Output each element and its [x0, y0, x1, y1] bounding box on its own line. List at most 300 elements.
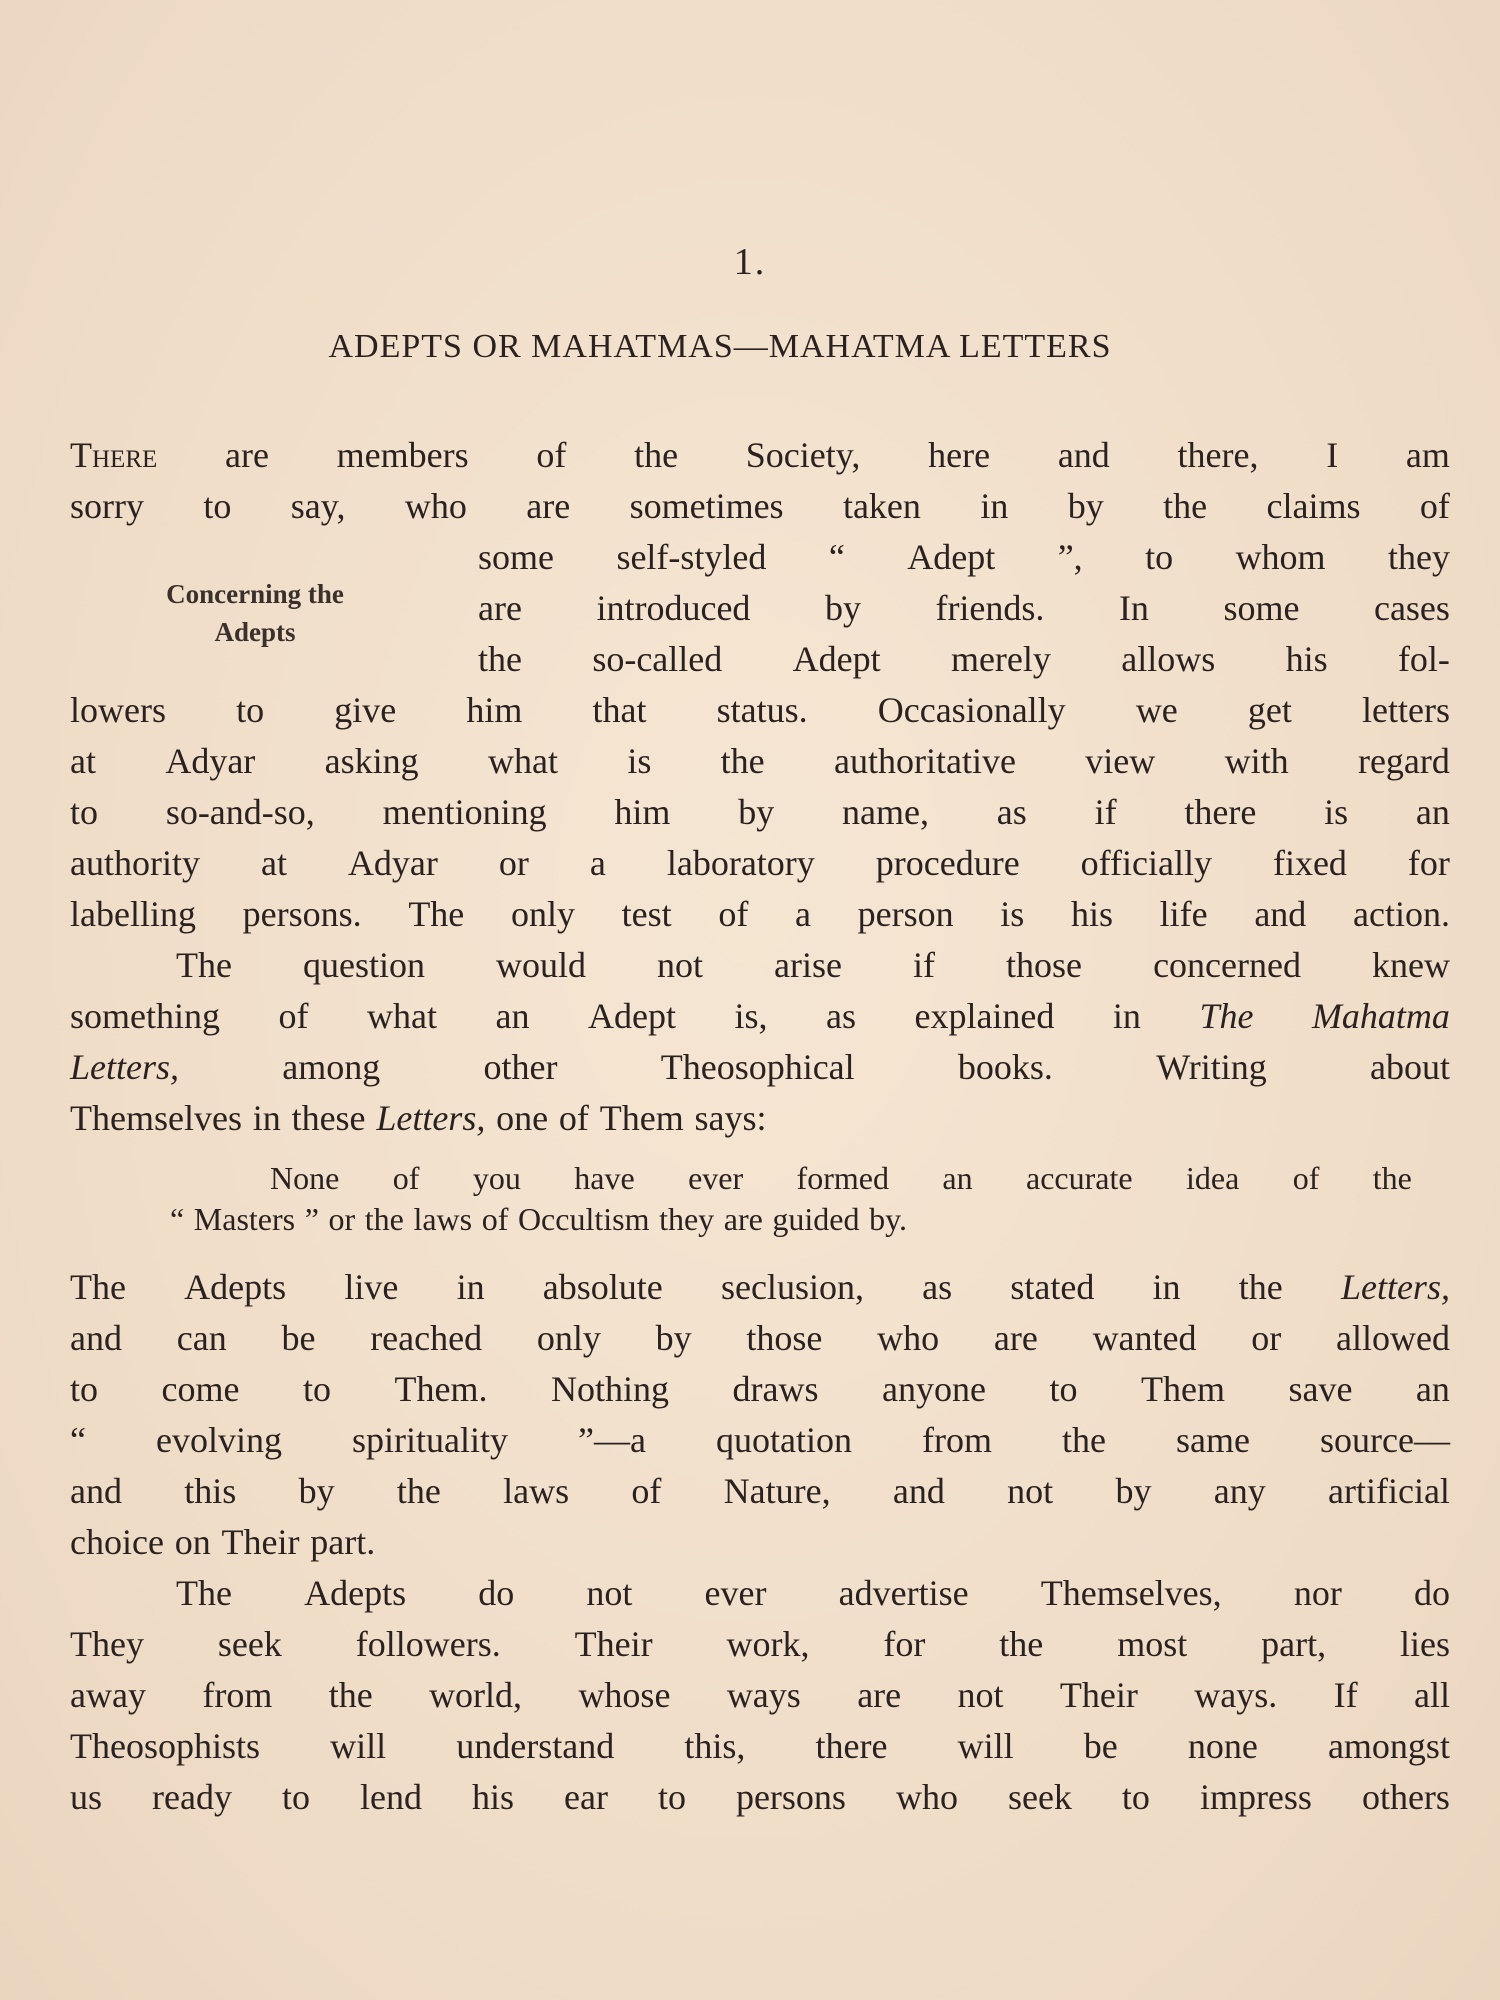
word: who [404, 486, 467, 526]
word: will [330, 1726, 387, 1766]
word: draws [732, 1369, 819, 1409]
word: who [895, 1777, 958, 1817]
word: to [1121, 1777, 1150, 1817]
word: the [1062, 1420, 1106, 1460]
word: the [1238, 1267, 1283, 1307]
word: self-styled [616, 537, 767, 577]
word: Mahatma [1311, 996, 1450, 1036]
word: in [980, 486, 1009, 526]
word: they [659, 1201, 715, 1237]
word: same [1176, 1420, 1250, 1460]
word: Themselves [70, 1098, 242, 1138]
text-line [70, 430, 1450, 481]
word: seek [217, 1624, 282, 1664]
word: us [70, 1777, 103, 1817]
word: persons [735, 1777, 846, 1817]
word: here [928, 435, 991, 475]
body-text-bottom [70, 1262, 1450, 1823]
word: Masters [193, 1201, 296, 1237]
word: procedure [875, 843, 1020, 883]
word: by [1067, 486, 1104, 526]
word: guided [772, 1201, 860, 1237]
word: and [70, 1318, 122, 1358]
word: by [655, 1318, 692, 1358]
word: by. [869, 1201, 908, 1237]
word: authoritative [834, 741, 1016, 781]
word: and [892, 1471, 945, 1511]
word: what [487, 741, 558, 781]
word: do [478, 1573, 515, 1613]
word: by [1115, 1471, 1152, 1511]
word: these [291, 1098, 366, 1138]
word: The [176, 1573, 232, 1613]
word: Society, [745, 435, 861, 475]
word: are [224, 435, 269, 475]
word: in [252, 1098, 281, 1138]
word: the [328, 1675, 373, 1715]
word: by [738, 792, 775, 832]
word: to [1145, 537, 1174, 577]
word: and [1254, 894, 1307, 934]
word: Adept [792, 639, 881, 679]
word: other [483, 1047, 558, 1087]
word: not [1007, 1471, 1054, 1511]
word: to [203, 486, 232, 526]
word: away [70, 1675, 146, 1715]
word: They [70, 1624, 144, 1664]
word: concerned [1153, 945, 1301, 985]
word: status. [716, 690, 808, 730]
word: are [526, 486, 571, 526]
text-line [70, 1042, 1450, 1093]
word: some [1223, 588, 1300, 628]
text-line [70, 685, 1450, 736]
word: so-called [592, 639, 723, 679]
word: live [344, 1267, 399, 1307]
word: to [70, 792, 99, 832]
word: only [510, 894, 575, 934]
word: Nothing [550, 1369, 669, 1409]
word: a [589, 843, 606, 883]
text-line [70, 889, 1450, 940]
word: to [657, 1777, 686, 1817]
word: Theosophical [660, 1047, 855, 1087]
word: and [70, 1471, 122, 1511]
word: Letters, [376, 1098, 486, 1138]
margin-note-line-1: Concerning the [166, 579, 344, 609]
word: of [536, 435, 567, 475]
chapter-title: ADEPTS OR MAHATMAS—MAHATMA LETTERS [328, 328, 1112, 365]
word: introduced [596, 588, 751, 628]
word: Their [1059, 1675, 1138, 1715]
word: as [996, 792, 1027, 832]
word: “ [828, 537, 845, 577]
word: an [1415, 792, 1450, 832]
word: Adept [587, 996, 676, 1036]
text-line [70, 1093, 1450, 1144]
word: regard [1357, 741, 1450, 781]
word: get [1247, 690, 1292, 730]
word: I [1326, 435, 1339, 475]
word: explained [914, 996, 1055, 1036]
word: seek [1007, 1777, 1072, 1817]
word: ever [704, 1573, 767, 1613]
word: to [236, 690, 265, 730]
word: reached [370, 1318, 483, 1358]
word: Themselves, [1040, 1573, 1222, 1613]
word: to [302, 1369, 331, 1409]
word: or [498, 843, 529, 883]
word: him [614, 792, 671, 832]
word: wanted [1092, 1318, 1197, 1358]
word: as [922, 1267, 953, 1307]
word: accurate [1026, 1160, 1133, 1196]
word: the [1163, 486, 1208, 526]
word: an [1415, 1369, 1450, 1409]
word: of [1292, 1160, 1320, 1196]
word: save [1288, 1369, 1353, 1409]
word: persons. [242, 894, 362, 934]
word: Adepts [184, 1267, 287, 1307]
word: those [746, 1318, 823, 1358]
word: a [794, 894, 811, 934]
word: Writing [1156, 1047, 1267, 1087]
word: Letters, [70, 1047, 180, 1087]
word: Adyar [347, 843, 438, 883]
word: asking [324, 741, 419, 781]
word: on [174, 1522, 211, 1562]
word: be [281, 1318, 316, 1358]
word: from [922, 1420, 992, 1460]
word: There [70, 435, 158, 475]
word: an [942, 1160, 973, 1196]
word: are [993, 1318, 1038, 1358]
word: allows [1121, 639, 1216, 679]
word: for [883, 1624, 926, 1664]
word: of [718, 894, 749, 934]
word: letters [1362, 690, 1450, 730]
word: is [1324, 792, 1349, 832]
word: friends. [935, 588, 1045, 628]
word: Adepts [304, 1573, 407, 1613]
word: the [999, 1624, 1044, 1664]
word: taken [842, 486, 921, 526]
word: Their [221, 1522, 300, 1562]
word: come [161, 1369, 240, 1409]
word: would [496, 945, 586, 985]
text-line [70, 583, 1450, 634]
text-line [70, 1517, 1450, 1568]
text-line [70, 1721, 1450, 1772]
word: who [877, 1318, 940, 1358]
word: this, [684, 1726, 746, 1766]
word: there, [1177, 435, 1259, 475]
word: not [586, 1573, 633, 1613]
word: his [1285, 639, 1328, 679]
word: am [1405, 435, 1450, 475]
word: one [496, 1098, 549, 1138]
word: his [1070, 894, 1113, 934]
word: Letters, [1340, 1267, 1450, 1307]
word: labelling [70, 894, 196, 934]
word: by [298, 1471, 335, 1511]
word: not [957, 1675, 1004, 1715]
word: says: [694, 1098, 767, 1138]
word: there [1184, 792, 1257, 832]
word: The [70, 1267, 126, 1307]
word: work, [726, 1624, 810, 1664]
word: cases [1373, 588, 1450, 628]
word: the [720, 741, 765, 781]
word: advertise [838, 1573, 969, 1613]
word: laboratory [666, 843, 815, 883]
word: ” [304, 1201, 319, 1237]
word: or [1251, 1318, 1282, 1358]
word: part, [1261, 1624, 1327, 1664]
word: authority [70, 843, 200, 883]
word: his [471, 1777, 514, 1817]
word: arise [774, 945, 843, 985]
word: in [1152, 1267, 1181, 1307]
word: lend [359, 1777, 422, 1817]
word: there [815, 1726, 888, 1766]
word: lowers [70, 690, 166, 730]
word: from [202, 1675, 273, 1715]
chapter-number: 1. [733, 241, 767, 283]
word: Theosophists [70, 1726, 261, 1766]
text-line [70, 634, 1450, 685]
quote-line [170, 1199, 1412, 1240]
word: quotation [716, 1420, 852, 1460]
word: of [1419, 486, 1450, 526]
word: person [857, 894, 954, 934]
word: an [495, 996, 530, 1036]
word: members [336, 435, 469, 475]
word: evolving [156, 1420, 282, 1460]
word: at [70, 741, 96, 781]
word: fol- [1397, 639, 1450, 679]
word: or [328, 1201, 356, 1237]
word: we [1135, 690, 1178, 730]
text-line [70, 1619, 1450, 1670]
word: Their [574, 1624, 653, 1664]
text-line [70, 736, 1450, 787]
word: by [824, 588, 861, 628]
word: stated [1010, 1267, 1095, 1307]
word: him [466, 690, 523, 730]
text-line [70, 1466, 1450, 1517]
word: do [1413, 1573, 1450, 1613]
word: view [1085, 741, 1156, 781]
word: the [364, 1201, 404, 1237]
text-line [70, 787, 1450, 838]
body-text-top [70, 430, 1450, 1144]
word: to [281, 1777, 310, 1817]
word: anyone [881, 1369, 986, 1409]
word: officially [1080, 843, 1212, 883]
word: laws [413, 1201, 473, 1237]
word: be [1083, 1726, 1118, 1766]
word: give [334, 690, 397, 730]
word: absolute [542, 1267, 663, 1307]
word: seclusion, [720, 1267, 864, 1307]
word: most [1117, 1624, 1188, 1664]
word: can [176, 1318, 227, 1358]
word: the [478, 639, 522, 679]
text-line [70, 1364, 1450, 1415]
word: part. [310, 1522, 376, 1562]
word: something [70, 996, 220, 1036]
word: Nature, [723, 1471, 831, 1511]
text-line [70, 1262, 1450, 1313]
word: world, [429, 1675, 523, 1715]
word: laws [503, 1471, 570, 1511]
word: fixed [1272, 843, 1347, 883]
word: impress [1199, 1777, 1312, 1817]
word: The [176, 945, 232, 985]
word: None [270, 1160, 340, 1196]
word: if [913, 945, 936, 985]
word: what [367, 996, 437, 1036]
word: any [1213, 1471, 1266, 1511]
word: none [1187, 1726, 1258, 1766]
text-line [70, 1670, 1450, 1721]
word: Adept [907, 537, 996, 577]
word: followers. [355, 1624, 501, 1664]
word: formed [796, 1160, 889, 1196]
quote-line [270, 1158, 1412, 1199]
word: the [634, 435, 679, 475]
text-line [70, 1415, 1450, 1466]
word: are [857, 1675, 902, 1715]
word: all [1413, 1675, 1450, 1715]
word: with [1224, 741, 1289, 781]
word: ways [726, 1675, 801, 1715]
margin-note-line-2: Adepts [214, 617, 296, 647]
word: merely [950, 639, 1051, 679]
word: to [1049, 1369, 1078, 1409]
word: ”—a [578, 1420, 646, 1460]
text-line [70, 838, 1450, 889]
word: ways. [1194, 1675, 1278, 1715]
word: for [1407, 843, 1450, 883]
word: of [278, 996, 309, 1036]
word: as [825, 996, 856, 1036]
word: sorry [70, 486, 144, 526]
text-line [70, 481, 1450, 532]
word: some [478, 537, 554, 577]
word: claims [1266, 486, 1361, 526]
block-quote [170, 1158, 1412, 1240]
word: The [1199, 996, 1254, 1036]
word: artificial [1328, 1471, 1450, 1511]
word: if [1094, 792, 1117, 832]
word: Them [1140, 1369, 1225, 1409]
word: is [627, 741, 652, 781]
word: knew [1371, 945, 1450, 985]
word: ear [563, 1777, 608, 1817]
text-line [70, 1772, 1450, 1823]
word: ever [688, 1160, 744, 1196]
word: those [1006, 945, 1083, 985]
word: “ [170, 1201, 185, 1237]
text-line [70, 532, 1450, 583]
word: others [1361, 1777, 1450, 1817]
word: test [621, 894, 672, 934]
word: idea [1185, 1160, 1240, 1196]
word: this [184, 1471, 237, 1511]
word: amongst [1327, 1726, 1450, 1766]
text-line [70, 991, 1450, 1042]
word: ”, [1057, 537, 1083, 577]
text-line [70, 1568, 1450, 1619]
text-line [70, 1313, 1450, 1364]
word: books. [957, 1047, 1053, 1087]
word: lies [1399, 1624, 1450, 1664]
word: question [302, 945, 425, 985]
word: source— [1319, 1420, 1450, 1460]
word: sometimes [629, 486, 784, 526]
word: is [1000, 894, 1025, 934]
word: understand [456, 1726, 615, 1766]
word: are [478, 588, 522, 628]
word: Occasionally [877, 690, 1066, 730]
word: life [1159, 894, 1208, 934]
word: Them [599, 1098, 684, 1138]
word: Them. [394, 1369, 488, 1409]
word: name, [842, 792, 929, 832]
word: only [536, 1318, 601, 1358]
word: at [260, 843, 287, 883]
word: they [1388, 537, 1450, 577]
word: of [558, 1098, 589, 1138]
word: ready [152, 1777, 232, 1817]
word: If [1333, 1675, 1358, 1715]
word: choice [70, 1522, 164, 1562]
word: not [657, 945, 704, 985]
word: spirituality [352, 1420, 508, 1460]
word: allowed [1336, 1318, 1450, 1358]
word: say, [290, 486, 346, 526]
word: In [1118, 588, 1149, 628]
word: that [592, 690, 647, 730]
word: among [282, 1047, 381, 1087]
word: to [70, 1369, 99, 1409]
word: The [408, 894, 465, 934]
word: are [723, 1201, 763, 1237]
word: of [392, 1160, 420, 1196]
word: in [456, 1267, 485, 1307]
word: is, [734, 996, 768, 1036]
word: “ [70, 1420, 86, 1460]
word: and [1057, 435, 1110, 475]
word: Adyar [165, 741, 256, 781]
text-line [70, 940, 1450, 991]
word: in [1112, 996, 1141, 1036]
word: the [1372, 1160, 1412, 1196]
word: mentioning [382, 792, 547, 832]
word: Occultism [517, 1201, 650, 1237]
word: will [957, 1726, 1014, 1766]
word: whom [1235, 537, 1326, 577]
word: the [396, 1471, 441, 1511]
word: about [1369, 1047, 1450, 1087]
word: nor [1293, 1573, 1342, 1613]
word: action. [1352, 894, 1450, 934]
word: have [574, 1160, 635, 1196]
word: whose [578, 1675, 671, 1715]
word: so-and-so, [165, 792, 315, 832]
